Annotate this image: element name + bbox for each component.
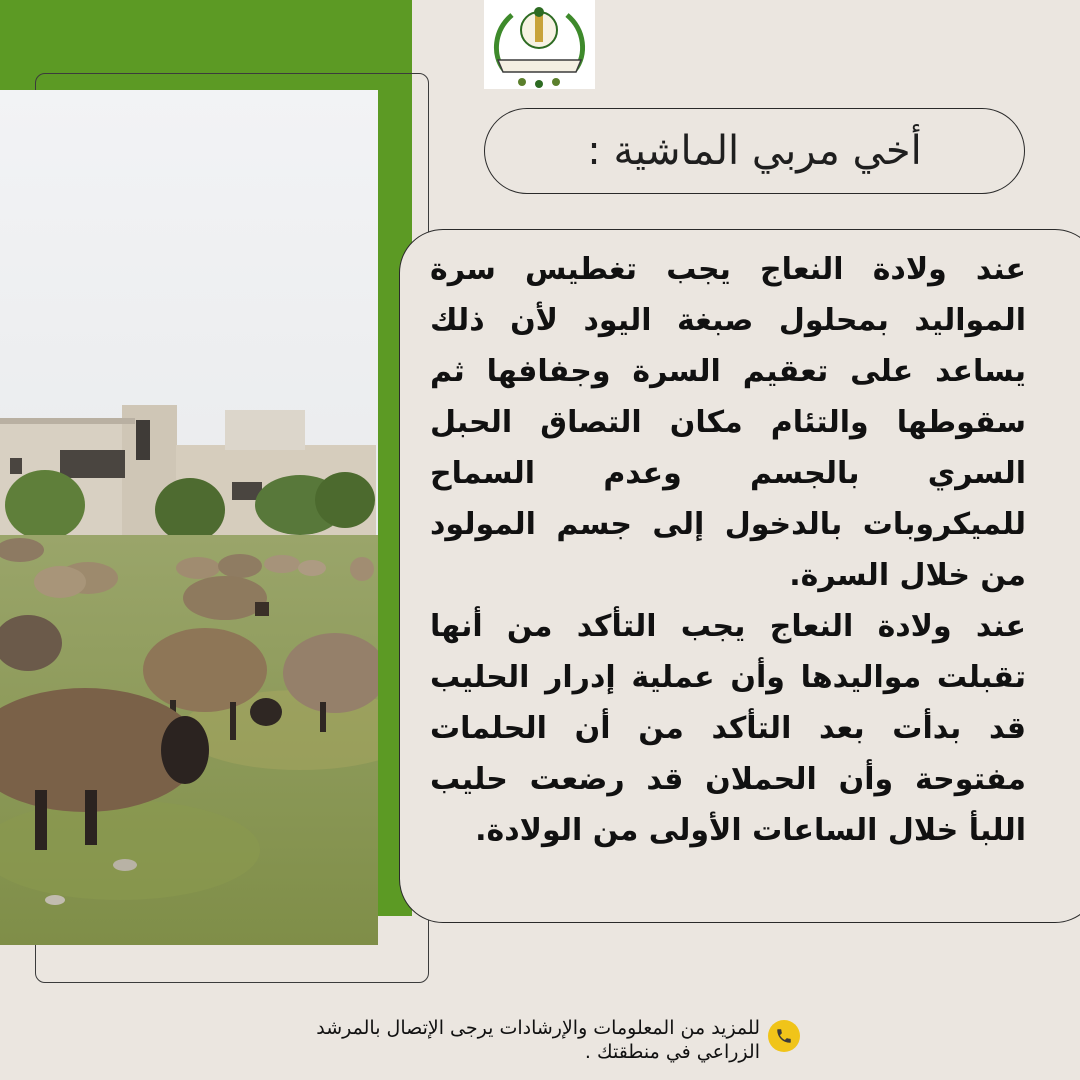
page-title: أخي مربي الماشية : (587, 128, 922, 174)
paragraph-milk-check: عند ولادة النعاج يجب التأكد من أنها تقبلت مواليدها وأن عملية إدرار الحليب قد بدأت بعد التأكد من أن الحلمات مفتوحة وأن الحملان قد رضعت حليب اللبأ خلال الساعات الأولى من الولادة. (430, 609, 1026, 848)
body-text (430, 244, 1026, 856)
footer-contact-text: للمزيد من المعلومات والإرشادات يرجى الإتصال بالمرشد الزراعي في منطقتك . (316, 1017, 760, 1063)
sheep-grazing-photo (0, 90, 378, 945)
footer-contact (300, 1016, 800, 1064)
phone-icon (768, 1020, 800, 1052)
ministry-of-agriculture-logo (484, 0, 595, 89)
paragraph-umbilical-care: عند ولادة النعاج يجب تغطيس سرة المواليد بمحلول صبغة اليود لأن ذلك يساعد على تعقيم السرة وجفافها ثم سقوطها والتئام مكان التصاق الحبل السري بالجسم وعدم السماح للميكروبات بالدخول إلى جسم المولود من خلال السرة. (430, 252, 1026, 593)
title-banner (484, 108, 1025, 194)
